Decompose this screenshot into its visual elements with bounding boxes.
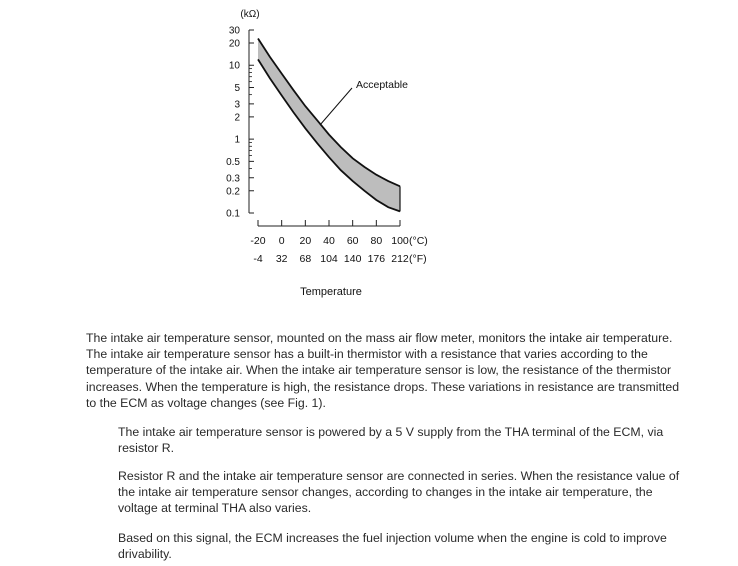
y-tick-label: 20	[228, 38, 240, 50]
x-tick-label-celsius: 0	[278, 235, 285, 247]
acceptable-annotation: Acceptable	[356, 79, 408, 91]
y-tick-label: 1	[234, 134, 240, 146]
annotation-leader-line	[320, 88, 352, 125]
x-tick-label-fahrenheit: -4	[253, 253, 263, 265]
x-tick-label-fahrenheit: 176	[367, 253, 386, 265]
y-tick-label: 3	[234, 99, 240, 111]
x-unit-fahrenheit: (°F)	[409, 253, 427, 265]
upper-limit-line	[258, 39, 400, 187]
x-tick-label-fahrenheit: 104	[320, 253, 338, 265]
x-tick-label-fahrenheit: 32	[275, 253, 288, 265]
y-tick-label: 0.1	[226, 208, 240, 220]
x-tick-label-celsius: 40	[323, 235, 335, 247]
x-unit-celsius: (°C)	[409, 235, 428, 247]
x-tick-label-celsius: 20	[299, 235, 312, 247]
y-tick-label: 0.3	[226, 173, 240, 185]
y-tick-label: 2	[234, 112, 240, 124]
x-tick-label-fahrenheit: 212	[391, 253, 409, 265]
y-tick-label: 10	[228, 60, 240, 72]
power-supply-paragraph: The intake air temperature sensor is powered by a 5 V supply from the THA terminal of the ECM, via resistor R.	[118, 425, 664, 456]
y-tick-label: 5	[234, 82, 240, 94]
sensor-description-paragraph: The intake air temperature sensor, mounted on the mass air flow meter, monitors the intake air temperature. The intake air temperature sensor has a built-in thermistor with a resistance that varies according to the temperature of the intake air. When the intake air temperature sensor is low, the resistance of the thermistor increases. When the temperature is high, the resistance drops. These variations in resistance are transmitted to the ECM as voltage changes (see Fig. 1).	[86, 331, 680, 410]
y-unit-label: (kΩ)	[240, 9, 260, 20]
fuel-injection-paragraph: Based on this signal, the ECM increases the fuel injection volume when the engine is cold to improve drivability.	[118, 531, 667, 562]
x-tick-label-celsius: 100	[391, 235, 409, 247]
acceptable-band-area	[258, 39, 400, 212]
y-tick-label: 30	[228, 25, 240, 37]
x-tick-label-celsius: 60	[346, 235, 359, 247]
series-resistor-paragraph: Resistor R and the intake air temperature sensor are connected in series. When the resistance value of the intake air temperature sensor changes, according to changes in the intake air temperature, the voltage at terminal THA also varies.	[118, 469, 680, 516]
x-tick-label-celsius: -20	[250, 235, 266, 247]
x-tick-label-celsius: 80	[370, 235, 383, 247]
x-axis-title: Temperature	[300, 286, 362, 298]
y-tick-label: 0.2	[226, 186, 240, 198]
y-tick-label: 0.5	[226, 156, 240, 168]
x-tick-label-fahrenheit: 68	[299, 253, 312, 265]
x-tick-label-fahrenheit: 140	[343, 253, 362, 265]
